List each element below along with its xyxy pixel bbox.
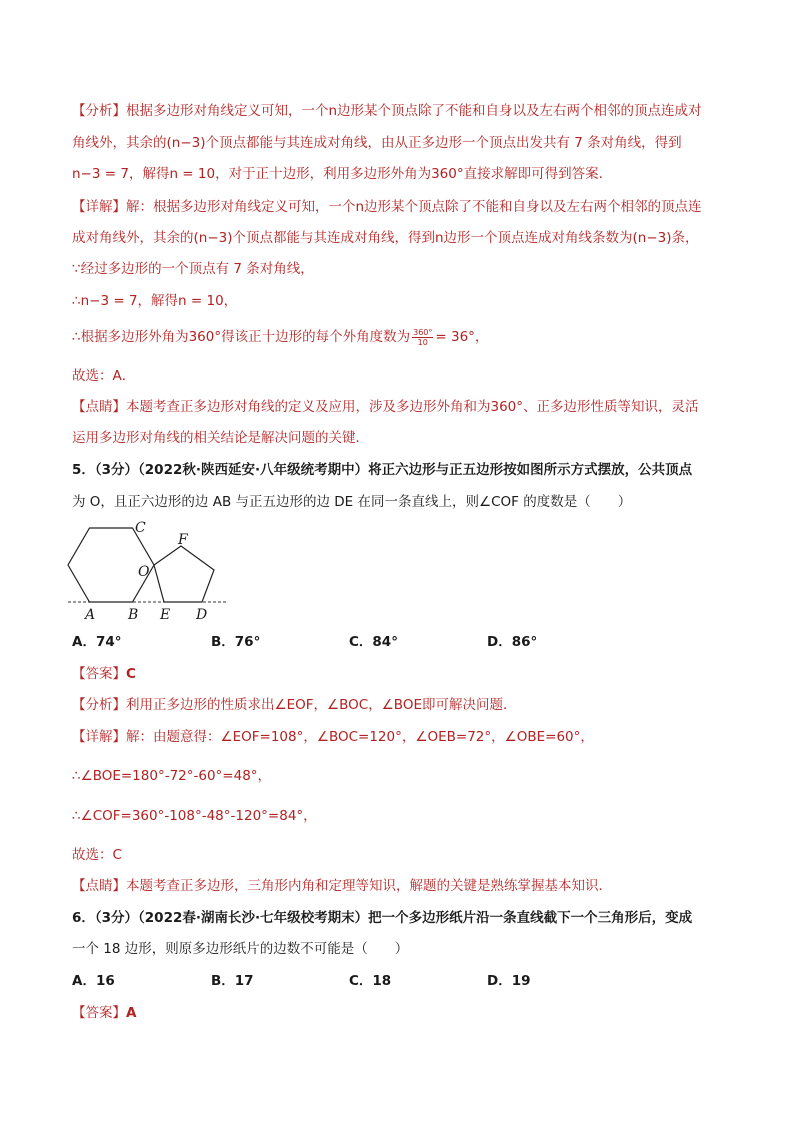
label-O: O: [138, 564, 150, 580]
analysis-text: 利用正多边形的性质求出∠EOF，∠BOC，∠BOE即可解决问题．: [126, 697, 517, 713]
q5-stem-line-1: 5．（3分）（2022秋·陕西延安·八年级统考期中）将正六边形与正五边形按如图所示方式摆放，公共顶点: [72, 462, 693, 478]
q6-option-a[interactable]: A．16: [72, 973, 115, 989]
q4-comment-line-1: [72, 397, 699, 417]
answer-value: C: [126, 666, 136, 682]
comment-tag: 【点睛】: [72, 399, 126, 415]
q4-detail-line-4: ∴n−3 = 7，解得n = 10，: [72, 293, 238, 309]
detail-text: 解：由题意得：∠EOF=108°，∠BOC=120°，∠OEB=72°，∠OBE=60°，: [126, 729, 594, 745]
q5-comment: [72, 876, 612, 896]
label-E: E: [160, 607, 171, 623]
q4-comment-line-2: 运用多边形对角线的相关结论是解决问题的关键．: [72, 430, 369, 446]
q5-detail-line-3: ∴∠COF=360°-108°-48°-120°=84°，: [72, 808, 317, 824]
q4-analysis-line-3: n−3 = 7，解得n = 10，对于正十边形，利用多边形外角为360°直接求解即可得到答案．: [72, 166, 613, 182]
label-B: B: [128, 607, 139, 623]
comment-text: 本题考查正多边形对角线的定义及应用，涉及多边形外角和为360°、正多边形性质等知识，灵活: [126, 399, 699, 415]
q5-option-b[interactable]: B．76°: [211, 634, 261, 650]
label-A: A: [85, 607, 96, 623]
answer-tag: 【答案】: [72, 1005, 126, 1021]
q5-option-d[interactable]: D．86°: [487, 634, 538, 650]
analysis-text: 根据多边形对角线定义可知，一个n边形某个顶点除了不能和自身以及左右两个相邻的顶点连成对: [126, 103, 702, 119]
detail-text-a: ∴根据多边形外角为360°得该正十边形的每个外角度数为: [72, 329, 411, 345]
q4-detail-line-5: [72, 327, 488, 347]
detail-tag: 【详解】: [72, 199, 126, 215]
analysis-tag: 【分析】: [72, 103, 126, 119]
hexagon-pentagon-figure: [66, 518, 236, 624]
q4-detail-line-3: ∵经过多边形的一个顶点有 7 条对角线，: [72, 261, 314, 277]
q5-option-a[interactable]: A．74°: [72, 634, 122, 650]
q6-option-d[interactable]: D．19: [487, 973, 531, 989]
answer-value: A: [126, 1005, 137, 1021]
q4-analysis-line-2: 角线外，其余的(n−3)个顶点都能与其连成对角线，由从正多边形一个顶点出发共有 7 条对角线，得到: [72, 135, 682, 151]
q6-option-b[interactable]: B．17: [211, 973, 254, 989]
answer-tag: 【答案】: [72, 666, 126, 682]
detail-text: 解：根据多边形对角线定义可知，一个n边形某个顶点除了不能和自身以及左右两个相邻的顶点连: [126, 199, 702, 215]
label-D: D: [196, 607, 208, 623]
label-C: C: [135, 520, 146, 536]
pentagon-shape: [154, 546, 214, 602]
q5-detail-line-4: 故选：C: [72, 847, 122, 863]
q6-answer: [72, 1003, 136, 1023]
comment-tag: 【点睛】: [72, 878, 126, 894]
q5-detail-line-1: [72, 727, 594, 747]
q4-detail-line-6: 故选：A．: [72, 368, 136, 384]
q5-analysis: [72, 695, 516, 715]
fraction-numerator: 360°: [413, 327, 433, 337]
detail-tag: 【详解】: [72, 729, 126, 745]
fraction: [412, 328, 433, 347]
comment-text: 本题考查正多边形，三角形内角和定理等知识，解题的关键是熟练掌握基本知识．: [126, 878, 612, 894]
label-F: F: [178, 532, 188, 548]
analysis-tag: 【分析】: [72, 697, 126, 713]
q4-detail-line-2: 成对角线外，其余的(n−3)个顶点都能与其连成对角线，得到n边形一个顶点连成对角线条数为(n−3)条，: [72, 230, 699, 246]
q4-detail-line-1: [72, 197, 702, 217]
fraction-denominator: 10: [417, 337, 428, 347]
q5-stem-line-2: 为 O，且正六边形的边 AB 与正五边形的边 DE 在同一条直线上，则∠COF 的度数是（ ）: [72, 494, 632, 510]
q4-analysis-line-1: [72, 101, 702, 121]
q5-option-c[interactable]: C．84°: [349, 634, 398, 650]
detail-text-b: = 36°，: [435, 329, 489, 345]
q5-detail-line-2: ∴∠BOE=180°-72°-60°=48°，: [72, 768, 272, 784]
q5-answer: [72, 664, 136, 684]
q6-option-c[interactable]: C．18: [349, 973, 392, 989]
q6-stem-line-1: 6．（3分）（2022春·湖南长沙·七年级校考期末）把一个多边形纸片沿一条直线截下一个三角形后，变成: [72, 910, 693, 926]
q6-stem-line-2: 一个 18 边形，则原多边形纸片的边数不可能是（ ）: [72, 941, 409, 957]
